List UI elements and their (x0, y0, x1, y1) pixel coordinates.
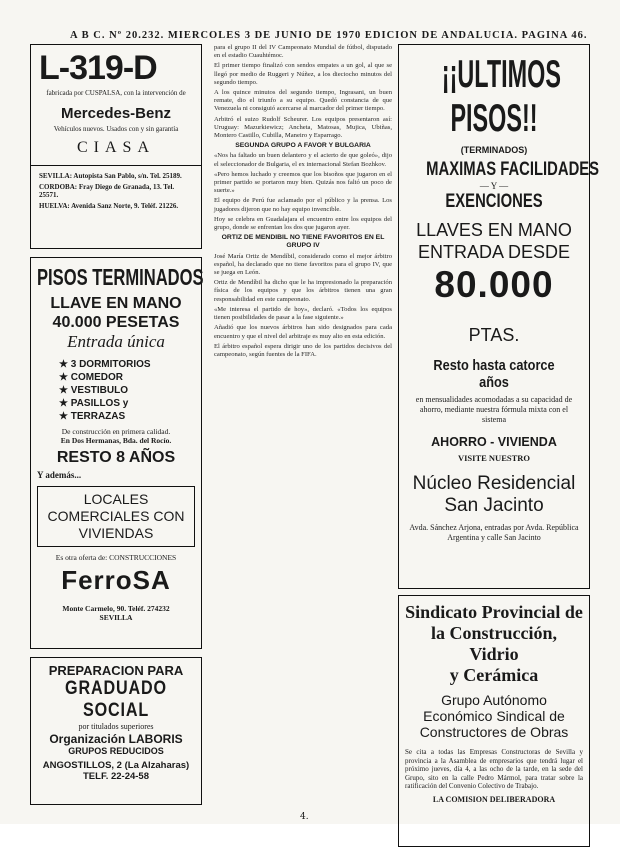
llaves-text: LLAVES EN MANO (416, 220, 572, 240)
resto-text: Resto hasta catorce años (433, 357, 555, 391)
resto-text: RESTO 8 AÑOS (56, 449, 176, 466)
page-header: A B C. Nº 20.232. MIERCOLES 3 DE JUNIO DE 1970 EDICION DE ANDALUCIA. PAGINA 46. (70, 30, 588, 41)
quality-text: De construcción en primera calidad. (61, 427, 171, 436)
ahorro-text: AHORRO - VIVIENDA (431, 435, 557, 449)
entrada-text: ENTRADA DESDE (417, 242, 571, 262)
mercedes-ad (30, 44, 202, 249)
y-text: — Y — (479, 181, 509, 191)
left-column (30, 44, 202, 805)
article-paragraph: El primer tiempo finalizó con sendos empates a un gol, al que se llegó por medio de Ruggeri y Núñez, a los dieciocho minutos del segundo tiempo. (214, 62, 392, 86)
page-footer: 4. (300, 812, 309, 822)
pisos-ad (30, 257, 202, 649)
grupo-text: Grupo Autónomo Económico Sindical de Constructores de Obras (419, 692, 569, 740)
price-number: 80.000 (434, 264, 554, 305)
price-currency: PTAS. (468, 325, 520, 345)
list-item: ★ PASILLOS y (59, 398, 129, 409)
address-sevilla: SEVILLA: Autopista San Pablo, s/n. Tel. 25189. (39, 172, 182, 180)
divider (31, 165, 201, 166)
sindicato-title-2: la Construcción, Vidrio (431, 623, 557, 664)
groups-line: GRUPOS REDUCIDOS (68, 746, 164, 756)
article-paragraph: Ortiz de Mendíbil ha dicho que le ha impresionado la preparación física de los equipos y que los árbitros tienen una gran responsabilidad en este campeonato. (214, 279, 392, 303)
pisos-title: PISOS TERMINADOS (37, 264, 204, 290)
pisos-line: PISOS!! (450, 97, 538, 140)
article-subheading: SEGUNDA GRUPO A FAVOR Y BULGARIA (235, 142, 371, 150)
location-text: En Dos Hermanas, Bda. del Rocío. (60, 436, 172, 445)
direction-text: Avda. Sánchez Arjona, entradas por Avda. República Argentina y calle San Jacinto (409, 523, 579, 542)
exenciones-text: EXENCIONES (445, 191, 543, 212)
ultimos-line: ¡¡ULTIMOS (441, 53, 561, 96)
article-paragraph: Hoy se celebra en Guadalajara el encuentro entre los equipos del grupo, donde se enfrentan los dos que jugaron ayer. (214, 215, 392, 232)
entrada-line: Entrada única (67, 332, 165, 351)
article-paragraph: «Nos ha faltado un buen delantero y el acierto de que goleó», dijo el seleccionador de Bulgaria, el ex internacional Stefan Bozhkov. (214, 152, 392, 168)
org-name: Organización LABORIS (49, 732, 183, 746)
article-subheading: ORTIZ DE MENDIBIL NO TIENE FAVORITOS EN EL GRUPO IV (221, 234, 385, 250)
graduado-address: ANGOSTILLOS, 2 (La Alzaharas) (42, 760, 190, 771)
article-paragraph: Añadió que los nuevos árbitros han sido designados para cada encuentro y que el nivel del arbitraje es muy alto en esta edición. (214, 324, 392, 340)
address-huelva: HUELVA: Avenida Sanz Norte, 9. Teléf. 21226. (39, 202, 179, 210)
list-item: ★ VESTIBULO (59, 385, 128, 396)
visite-text: VISITE NUESTRO (457, 453, 531, 463)
sindicato-body: Se cita a todas las Empresas Constructoras de Sevilla y provincia a la Asamblea de empresarios que tendrá lugar el próximo jueves, día 4, a las ocho de la tarde, en la sede del Grupo, sito en la calle Pedro Mármol, para tratar sobre la ratificación del Convenio Colectivo de Trabajo. (405, 748, 583, 791)
feature-list (59, 358, 195, 423)
locales-box: LOCALES COMERCIALES CON VIVIENDAS (37, 486, 195, 547)
plate-number: L-319-D (39, 49, 157, 87)
dealer-name: CIASA (76, 139, 155, 156)
sindicato-title-1: Sindicato Provincial de (405, 602, 583, 622)
list-item: ★ TERRAZAS (59, 411, 126, 422)
list-item: ★ COMEDOR (59, 372, 123, 383)
prep-line: PREPARACION PARA (48, 663, 184, 678)
list-item: ★ 3 DORMITORIOS (59, 359, 151, 370)
nucleo-line1: Núcleo Residencial (412, 473, 576, 494)
ultimos-pisos-ad (398, 44, 600, 589)
graduado-title: GRADUADO SOCIAL (65, 678, 167, 721)
terminados-text: (TERMINADOS) (460, 145, 528, 155)
article-paragraph: para el grupo II del IV Campeonato Mundial de fútbol, disputado en el estadio Cuauhtémoc. (214, 44, 392, 60)
graduado-ad (30, 657, 202, 805)
sindicato-signature: LA COMISION DELIBERADORA (432, 794, 556, 804)
mensual-text: en mensualidades acomodadas a su capacidad de ahorro, mediante nuestra fórmula mixta con el sistema (415, 395, 573, 424)
article-column (214, 44, 392, 361)
facilidades-text: MAXIMAS FACILIDADES (426, 159, 600, 180)
ferrosa-logo: FerroSA (61, 565, 171, 595)
graduado-phone: TELF. 22-24-58 (83, 771, 149, 782)
vehicles-note: Vehículos nuevos. Usados con y sin garantía (53, 125, 179, 133)
sindicato-ad (398, 595, 590, 847)
article-paragraph: Arbitró el suizo Rudolf Scheurer. Los equipos presentaron así: Uruguay: Mazurkiewicz; Ancheta, Matosas, Mujica, Ubiñas, Montero Castillo, Cubilla, Maneiro y Esparrago. (214, 115, 392, 140)
intro-text: fabricada por CUSPALSA, con la intervención de (46, 89, 186, 97)
ferrosa-city: SEVILLA (99, 613, 133, 622)
nucleo-line2: San Jacinto (444, 495, 544, 516)
llave-line: LLAVE EN MANO (50, 295, 182, 312)
address-cordoba: CORDOBA: Fray Diego de Granada, 13. Tel. 25571. (39, 183, 175, 199)
right-column (398, 44, 600, 847)
article-paragraph: El árbitro español espera dirigir uno de los partidos decisivos del campeonato, según fuentes de la FIFA. (214, 342, 392, 358)
ferrosa-address: Monte Carmelo, 90. Teléf. 274232 (62, 604, 170, 613)
ademas-text: Y además... (37, 470, 82, 480)
brand-name: Mercedes-Benz (60, 105, 172, 122)
sindicato-title-3: y Cerámica (449, 665, 539, 685)
price-value (407, 263, 581, 357)
article-paragraph: José María Ortiz de Mendíbil, considerado como el mejor árbitro español, ha declarado que no tiene favoritos para el grupo IV, que se juega en León. (214, 252, 392, 277)
offer-text: Es otra oferta de: CONSTRUCCIONES (55, 553, 177, 562)
article-paragraph: «Pero hemos luchado y creemos que los bisoños que jugaron en el primer partido se portaron muy bien. Quizás nos faltó un poco de suerte.» (214, 170, 392, 195)
article-paragraph: El equipo de Perú fue aclamado por el público y la prensa. Los jugadores dijeron que no hay equipo invencible. (214, 197, 392, 213)
article-paragraph: «Me interesa el partido de hoy», declaró. «Todos los equipos tienen posibilidades de pasar a la fase siguiente.» (214, 305, 392, 322)
titulados-line: por titulados superiores (78, 722, 154, 731)
article-paragraph: A los quince minutos del segundo tiempo, Ingrasani, un buen remate, dio el triunfo a su equipo. Quedó constancia de que Venezuela ni consiguió acercarse al marcador del primer tiempo. (214, 89, 392, 113)
price-line: 40.000 PESETAS (52, 314, 180, 331)
